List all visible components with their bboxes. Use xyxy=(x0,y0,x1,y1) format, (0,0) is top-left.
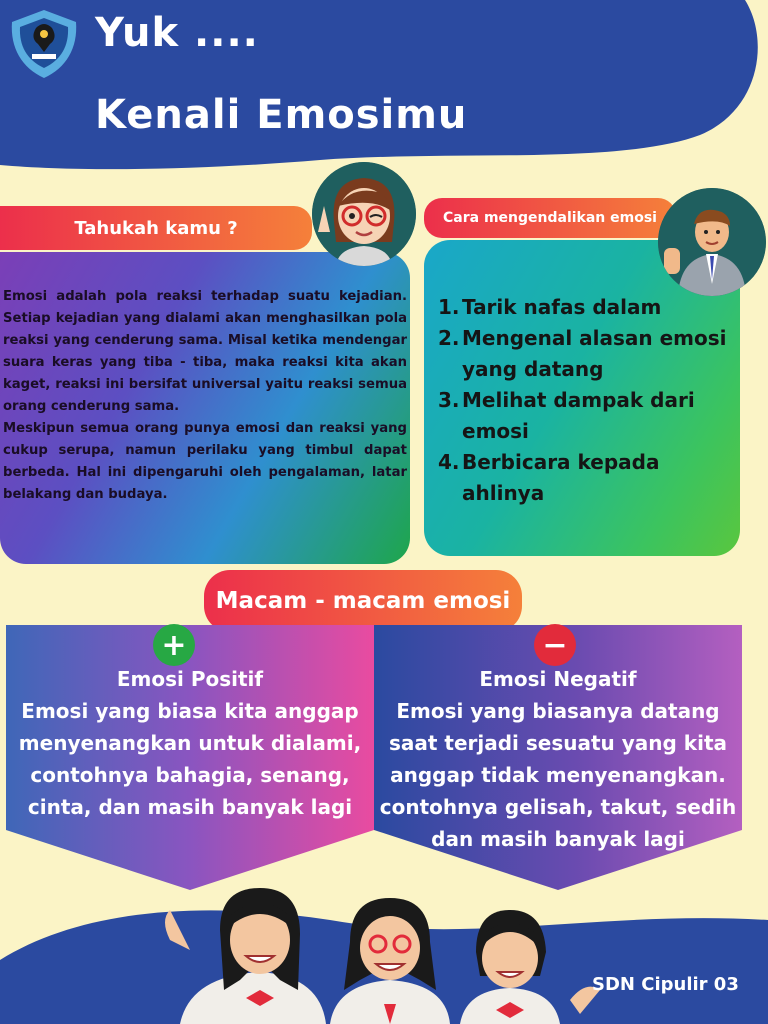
control-label: Cara mengendalikan emosi xyxy=(424,198,676,238)
control-steps-list xyxy=(438,292,738,509)
positive-emotion-banner xyxy=(6,625,374,890)
info-label: Tahukah kamu ? xyxy=(0,206,312,250)
control-step: 2. Mengenal alasan emosi yang datang xyxy=(438,326,727,381)
title-line-1: Yuk .... xyxy=(95,10,259,56)
info-text xyxy=(3,286,407,506)
tut-wuri-handayani-logo-icon xyxy=(6,8,82,80)
control-step: 4. Berbicara kepada ahlinya xyxy=(438,450,660,505)
minus-icon: − xyxy=(534,624,576,666)
negative-body: Emosi yang biasanya datang saat terjadi sesuatu yang kita anggap tidak menyenangkan. contohnya gelisah, takut, sedih dan masih banyak lagi xyxy=(379,699,737,851)
girl-wink-avatar-icon xyxy=(312,162,416,266)
control-step: 3. Melihat dampak dari emosi xyxy=(438,388,695,443)
control-step: 1. Tarik nafas dalam xyxy=(438,295,662,319)
plus-icon: + xyxy=(153,624,195,666)
children-illustration-icon xyxy=(150,880,610,1024)
man-thumbs-up-avatar-icon xyxy=(658,188,766,296)
negative-title: Emosi Negatif xyxy=(479,667,637,691)
title-line-2: Kenali Emosimu xyxy=(95,92,468,138)
school-name: SDN Cipulir 03 xyxy=(592,974,739,995)
positive-body: Emosi yang biasa kita anggap menyenangkan untuk dialami, contohnya bahagia, senang, cinta, dan masih banyak lagi xyxy=(18,699,362,819)
positive-title: Emosi Positif xyxy=(116,667,264,691)
info-paragraph-1: Emosi adalah pola reaksi terhadap suatu kejadian. Setiap kejadian yang dialami akan menghasilkan pola reaksi yang cenderung sama. Misal ketika mendengar suara keras yang tiba - tiba, maka reaksi kita akan kaget, reaksi ini bersifat universal yaitu reaksi semua orang cenderung sama. xyxy=(3,289,407,414)
types-label: Macam - macam emosi xyxy=(204,570,522,632)
info-paragraph-2: Meskipun semua orang punya emosi dan reaksi yang cukup serupa, namun perilaku yang timbul dapat berbeda. Hal ini dipengaruhi oleh pengalaman, latar belakang dan budaya. xyxy=(3,421,407,502)
